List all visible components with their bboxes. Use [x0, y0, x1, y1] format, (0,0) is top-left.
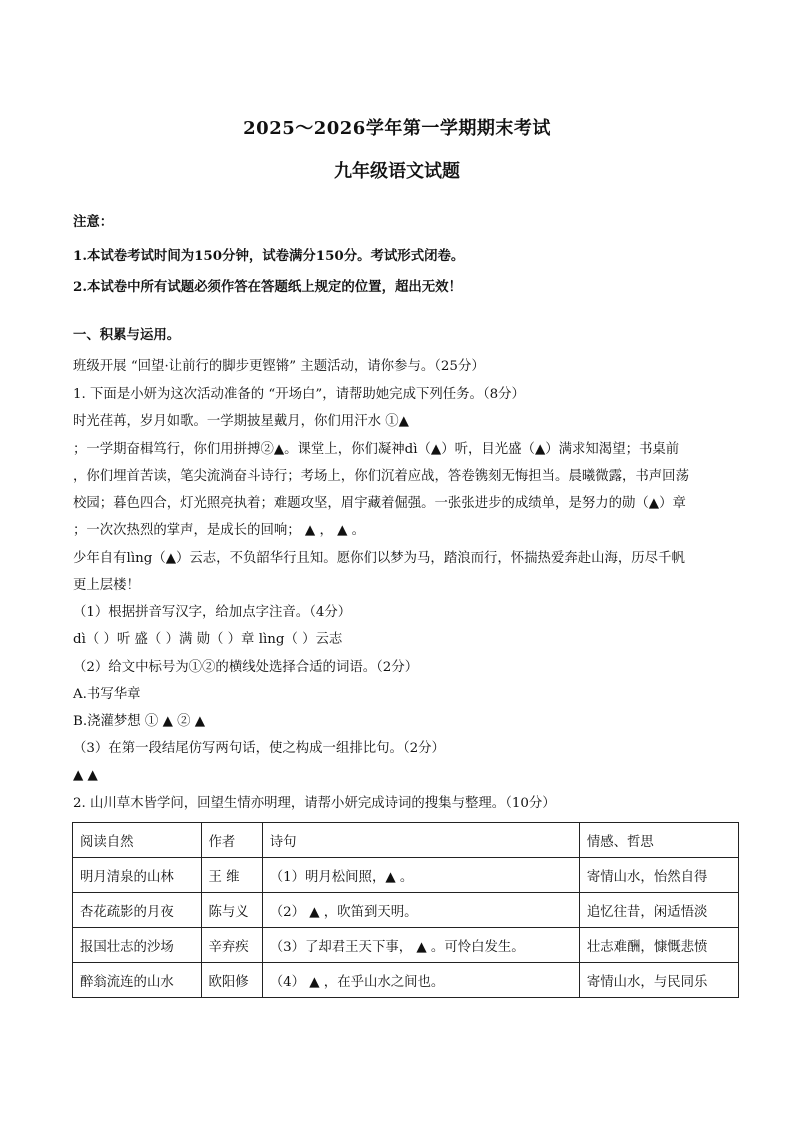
passage-line: ；一学期奋楫笃行，你们用拼搏②▲。课堂上，你们凝神dì（▲）听，目光盛（▲）满求知渴望；书桌前: [73, 442, 680, 457]
option-a: A.书写华章: [73, 687, 141, 702]
table-cell: 壮志难酬，慷慨悲愤: [579, 928, 738, 963]
subquestion-2: （2）给文中标号为①②的横线处选择合适的词语。（2分）: [73, 660, 419, 675]
table-cell: 追忆往昔，闲适悟淡: [579, 893, 738, 928]
table-row: [73, 963, 739, 998]
table-cell: 寄情山水，与民同乐: [579, 963, 738, 998]
table-cell: （1）明月松间照，▲ 。: [262, 858, 579, 893]
table-cell: 醉翁流连的山水: [73, 963, 202, 998]
exam-title: 2025～2026学年第一学期期末考试: [243, 118, 551, 139]
passage-line: ，你们埋首苦读，笔尖流淌奋斗诗行；考场上，你们沉着应战，答卷镌刻无悔担当。晨曦微露，书声回荡: [73, 469, 689, 484]
subquestion-1: （1）根据拼音写汉字，给加点字注音。（4分）: [73, 605, 352, 620]
table-cell: 杏花疏影的月夜: [73, 893, 202, 928]
table-cell: 明月清泉的山林: [73, 858, 202, 893]
passage-line: 时光荏苒，岁月如歌。一学期披星戴月，你们用汗水 ①▲: [73, 414, 409, 429]
subquestion-3-answer: ▲ ▲: [73, 768, 98, 783]
passage-line: 少年自有lìng（▲）云志，不负韶华行且知。愿你们以梦为马，踏浪而行，怀揣热爱奔赴山海，历尽千帆: [73, 551, 685, 566]
table-cell: 报国壮志的沙场: [73, 928, 202, 963]
notice-item-1: 1.本试卷考试时间为150分钟，试卷满分150分。考试形式闭卷。: [73, 248, 465, 264]
table-header: 情感、哲思: [579, 823, 738, 858]
table-cell: 王 维: [201, 858, 262, 893]
table-cell: 辛弃疾: [201, 928, 262, 963]
table-header: 诗句: [262, 823, 579, 858]
table-cell: （3）了却君王天下事， ▲ 。可怜白发生。: [262, 928, 579, 963]
section-intro: 班级开展 “回望·让前行的脚步更铿锵” 主题活动，请你参与。（25分）: [73, 359, 485, 374]
table-row: [73, 858, 739, 893]
table-header: 阅读自然: [73, 823, 202, 858]
table-row: [73, 928, 739, 963]
passage-line: ；一次次热烈的掌声，是成长的回响； ▲ ， ▲ 。: [73, 523, 366, 538]
option-b: B.浇灌梦想 ① ▲ ② ▲: [73, 714, 206, 729]
notice-heading: 注意：: [73, 214, 114, 230]
question-1: 1. 下面是小妍为这次活动准备的 “开场白”，请帮助她完成下列任务。（8分）: [73, 387, 525, 402]
poetry-table: [72, 822, 739, 998]
notice-item-2: 2.本试卷中所有试题必须作答在答题纸上规定的位置，超出无效！: [73, 279, 462, 295]
passage-line: 更上层楼！: [73, 578, 140, 593]
table-cell: 陈与义: [201, 893, 262, 928]
passage-line: 校园；暮色四合，灯光照亮执着；难题攻坚，眉宇藏着倔强。一张张进步的成绩单，是努力的勋（▲）章: [73, 496, 686, 511]
table-cell: （2） ▲ ，吹笛到天明。: [262, 893, 579, 928]
table-cell: （4） ▲ ，在乎山水之间也。: [262, 963, 579, 998]
exam-subtitle: 九年级语文试题: [334, 161, 460, 182]
table-header: 作者: [201, 823, 262, 858]
question-2: 2. 山川草木皆学问，回望生情亦明理，请帮小妍完成诗词的搜集与整理。（10分）: [73, 796, 556, 811]
subquestion-1-answer: dì（ ）听 盛（ ）满 勋（ ）章 lìng（ ）云志: [73, 632, 343, 647]
table-header-row: [73, 823, 739, 858]
section-heading: 一、积累与运用。: [73, 327, 181, 343]
subquestion-3: （3）在第一段结尾仿写两句话，使之构成一组排比句。（2分）: [73, 741, 445, 756]
table-cell: 寄情山水，怡然自得: [579, 858, 738, 893]
table-row: [73, 893, 739, 928]
table-cell: 欧阳修: [201, 963, 262, 998]
